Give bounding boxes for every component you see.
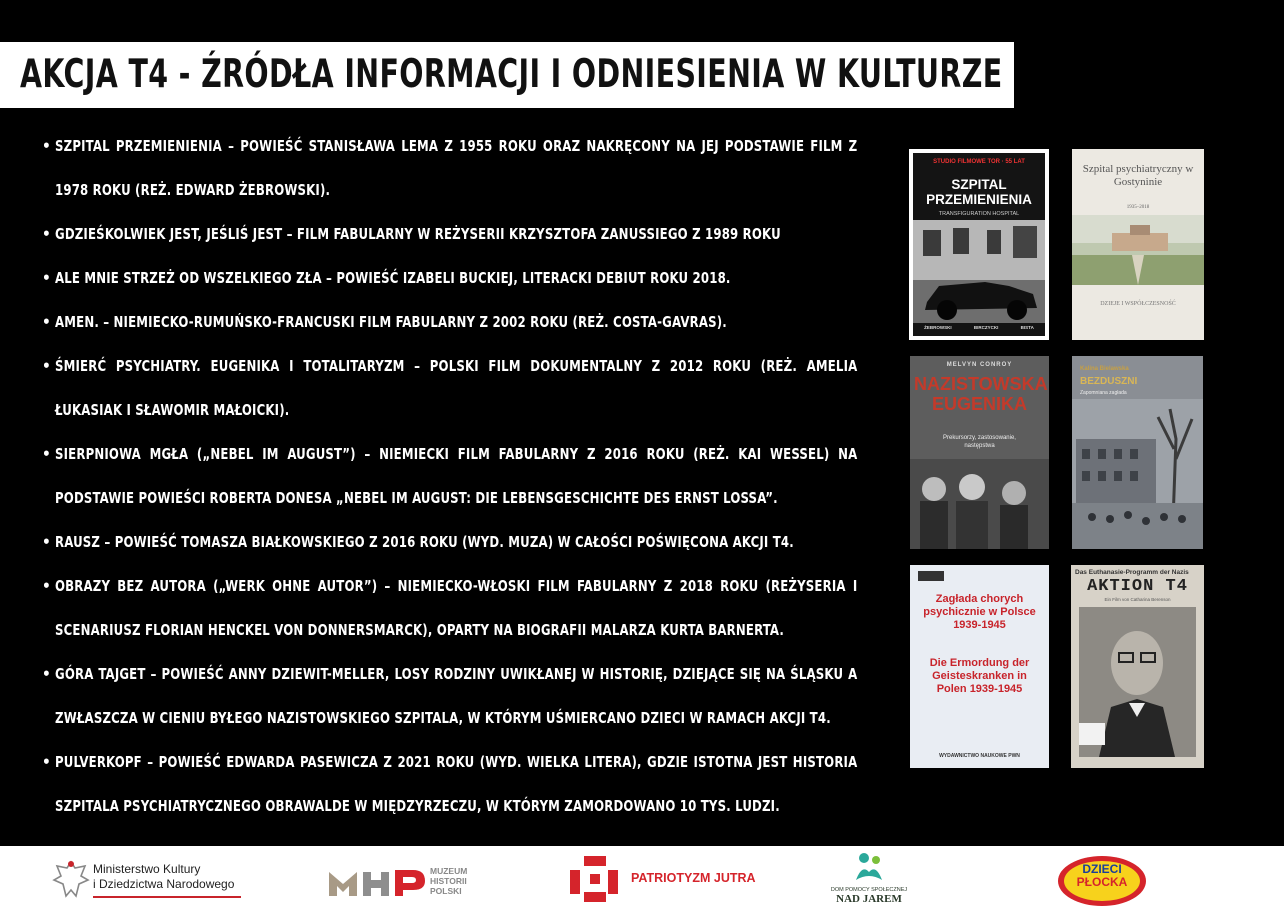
cover-aktion-t4 [1071, 565, 1204, 768]
cover-title: Szpital psychiatryczny w Gostyninie [1082, 163, 1194, 188]
cover-author: MELVYN CONROY [946, 362, 1013, 368]
cover-title: AKTION T4 [1087, 577, 1188, 596]
cover-szpital-przemienienia [909, 149, 1049, 340]
patriotyzm-logo-text: PATRIOTYZM JUTRA [631, 871, 756, 885]
portrait-photo [1071, 605, 1204, 765]
cover-title: SZPITAL PRZEMIENIENIA [926, 177, 1032, 207]
cover-title-pl: Zagłada chorych psychicznie w Polsce 1939-1945 [923, 593, 1036, 631]
cover-author: Kalina Bielawska [1080, 366, 1129, 372]
boys-photo [910, 459, 1049, 549]
museum-logo-text: MUZEUM HISTORII POLSKI [430, 866, 468, 896]
mhp-logo [329, 866, 425, 896]
cover-top-label: STUDIO FILMOWE TOR · 55 LAT [933, 159, 1025, 165]
cover-credit: BIRCZYCKI [973, 325, 999, 330]
cover-title-de: Die Ermordung der Geisteskranken in Polen 1939-1945 [929, 657, 1030, 695]
cover-subtitle: Ein Film von Catharina Berenson [1104, 597, 1171, 602]
ministry-underline [93, 896, 241, 898]
cover-subtitle: Zapomniana zagłada [1080, 390, 1127, 396]
car-photo [913, 220, 1045, 323]
care-home-logo-icon [852, 850, 886, 884]
ministry-logo-text: Ministerstwo Kultury i Dziedzictwa Narodowego [93, 862, 235, 891]
title-banner [0, 42, 1014, 108]
dzieci-plocka-logo-text: DZIECI PŁOCKA [1076, 862, 1128, 889]
cover-subtitle: Prekursorzy, zastosowanie, następstwa [943, 435, 1016, 449]
list-item: • ALE MNIE STRZEŻ OD WSZELKIEGO ZŁA – POWIEŚĆ IZABELI BUCKIEJ, LITERACKI DEBIUT ROKU 2018. [42, 256, 845, 300]
list-item: • AMEN. – NIEMIECKO-RUMUŃSKO-FRANCUSKI FILM FABULARNY Z 2002 ROKU (REŻ. COSTA-GAVRAS). [42, 300, 845, 344]
cover-nazistowska-eugenika [910, 356, 1049, 549]
cover-years: 1935–2018 [1126, 205, 1150, 210]
list-item: • ŚMIERĆ PSYCHIATRY. EUGENIKA I TOTALITARYZM – POLSKI FILM DOKUMENTALNY Z 2012 ROKU (REŻ. AMELIA ŁUKASIAK I SŁAWOMIR MAŁOICKI). [42, 344, 845, 432]
list-item: • SZPITAL PRZEMIENIENIA – POWIEŚĆ STANISŁAWA LEMA Z 1955 ROKU ORAZ NAKRĘCONY NA JEJ PODSTAWIE FILM Z 1978 ROKU (REŻ. EDWARD ŻEBROWSKI). [42, 124, 845, 212]
list-item: • RAUSZ – POWIEŚĆ TOMASZA BIAŁKOWSKIEGO Z 2016 ROKU (WYD. MUZA) W CAŁOŚCI POŚWIĘCONA AKCJI T4. [42, 520, 845, 564]
publisher-logo [918, 571, 944, 581]
patriotyzm-logo-icon [570, 856, 618, 902]
cover-credit: BISTA [1020, 325, 1034, 330]
cover-zaglada-chorych [910, 565, 1049, 768]
cover-publisher: WYDAWNICTWO NAUKOWE PWN [939, 753, 1020, 759]
cover-credit: ŻEBROWSKI [924, 325, 952, 330]
cover-gostynin [1072, 149, 1204, 340]
eagle-emblem-icon [52, 858, 90, 900]
cover-title: NAZISTOWSKA EUGENIKA [914, 374, 1048, 414]
care-home-logo-text: DOM POMOCY SPOŁECZNEJ NAD JAREM [830, 887, 908, 905]
list-item: • GÓRA TAJGET – POWIEŚĆ ANNY DZIEWIT-MELLER, LOSY RODZINY UWIKŁANEJ W HISTORIĘ, DZIEJĄCE SIĘ NA ŚLĄSKU A ZWŁASZCZA W CIENIU BYŁEGO NAZISTOWSKIEGO SZPITALA, W KTÓRYM UŚMIERCANO DZIECI W RAMACH AKCJI T4. [42, 652, 845, 740]
page-title: AKCJA T4 - ŹRÓDŁA INFORMACJI I ODNIESIENIA W KULTURZE [20, 52, 1003, 97]
cover-subtitle: DZIEJE I WSPÓŁCZESNOŚĆ [1100, 301, 1176, 307]
cover-top-label: Das Euthanasie-Programm der Nazis [1075, 569, 1189, 576]
list-item: • GDZIEŚKOLWIEK JEST, JEŚLIŚ JEST – FILM FABULARNY W REŻYSERII KRZYSZTOFA ZANUSSIEGO Z 1989 ROKU [42, 212, 845, 256]
list-item: • PULVERKOPF – POWIEŚĆ EDWARDA PASEWICZA Z 2021 ROKU (WYD. WIELKA LITERA), GDZIE ISTOTNA JEST HISTORIA SZPITALA PSYCHIATRYCZNEGO OBRAWALDE W MIĘDZYRZECZU, W KTÓRYM ZAMORDOWANO 10 TYS. LUDZI. [42, 740, 845, 828]
sources-list [42, 124, 858, 828]
list-item: • OBRAZY BEZ AUTORA („WERK OHNE AUTOR”) – NIEMIECKO-WŁOSKI FILM FABULARNY Z 2018 ROKU (REŻYSERIA I SCENARIUSZ FLORIAN HENCKEL VON DONNERSMARCK), OPARTY NA BIOGRAFII MALARZA KURTA BARNERTA. [42, 564, 845, 652]
building-photo [1072, 399, 1203, 549]
sponsors-footer [0, 846, 1284, 917]
cover-bezduszni [1072, 356, 1203, 549]
cover-title: BEZDUSZNI [1080, 376, 1138, 387]
list-item: • SIERPNIOWA MGŁA („NEBEL IM AUGUST”) – NIEMIECKI FILM FABULARNY Z 2016 ROKU (REŻ. KAI WESSEL) NA PODSTAWIE POWIEŚCI ROBERTA DONESA „NEBEL IM AUGUST: DIE LEBENSGESCHICHTE DES ERNST LOSSA”. [42, 432, 845, 520]
hospital-painting [1072, 215, 1204, 285]
cover-subtitle: TRANSFIGURATION HOSPITAL [938, 211, 1020, 217]
